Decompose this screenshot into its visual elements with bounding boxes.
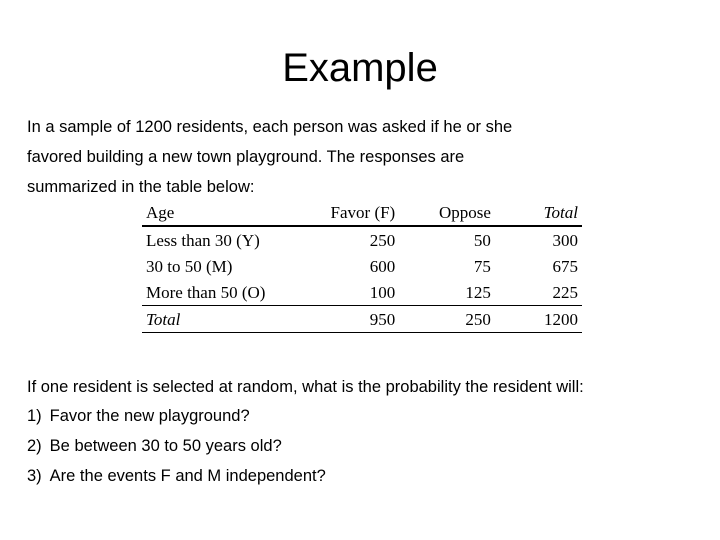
question-number: 2) bbox=[27, 437, 42, 455]
question-item bbox=[27, 403, 707, 433]
intro-paragraph bbox=[27, 112, 667, 202]
header-age: Age bbox=[142, 200, 302, 226]
survey-table bbox=[142, 200, 582, 333]
table-row bbox=[142, 253, 582, 279]
oppose-cell: 50 bbox=[473, 230, 491, 250]
table-total-row bbox=[142, 306, 582, 333]
favor-cell: 250 bbox=[369, 230, 396, 250]
intro-line: favored building a new town playground. The responses are bbox=[27, 148, 465, 166]
question-text: Favor the new playground? bbox=[49, 407, 250, 425]
favor-total: 950 bbox=[302, 306, 399, 333]
intro-line: In a sample of 1200 residents, each person was asked if he or she bbox=[27, 118, 513, 136]
table-row bbox=[142, 226, 582, 253]
row-label: More than 50 (O) bbox=[146, 282, 266, 302]
table-header-row bbox=[142, 200, 582, 226]
table-row bbox=[142, 279, 582, 306]
total-cell: 675 bbox=[552, 256, 578, 276]
total-row-label: Total bbox=[142, 306, 302, 333]
oppose-total: 250 bbox=[399, 306, 495, 333]
row-label: 30 to 50 (M) bbox=[146, 256, 233, 276]
question-list bbox=[27, 403, 707, 493]
question-number: 1) bbox=[27, 407, 42, 425]
question-item bbox=[27, 433, 707, 463]
question-text: Be between 30 to 50 years old? bbox=[49, 437, 282, 455]
favor-cell: 100 bbox=[369, 282, 396, 302]
intro-line: summarized in the table below: bbox=[27, 178, 255, 196]
slide-title: Example bbox=[282, 46, 438, 90]
question-item bbox=[27, 463, 707, 493]
header-favor: Favor (F) bbox=[302, 200, 399, 226]
row-label: Less than 30 (Y) bbox=[146, 230, 260, 250]
question-text: Are the events F and M independent? bbox=[49, 467, 326, 485]
total-cell: 225 bbox=[552, 282, 578, 302]
favor-cell: 600 bbox=[369, 256, 396, 276]
header-total: Total bbox=[495, 200, 582, 226]
question-number: 3) bbox=[27, 467, 42, 485]
header-oppose: Oppose bbox=[399, 200, 495, 226]
grand-total: 1200 bbox=[495, 306, 582, 333]
oppose-cell: 75 bbox=[473, 256, 491, 276]
question-prompt: If one resident is selected at random, what is the probability the resident will: bbox=[27, 378, 584, 396]
total-cell: 300 bbox=[552, 230, 578, 250]
oppose-cell: 125 bbox=[465, 282, 491, 302]
